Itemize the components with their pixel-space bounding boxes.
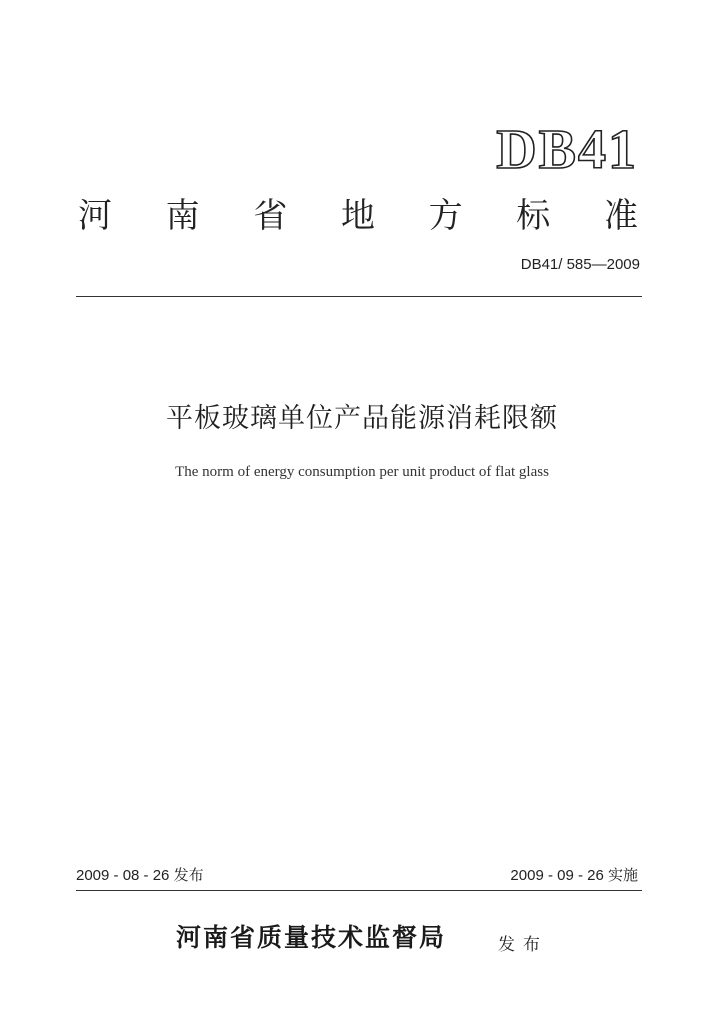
standard-type-char: 方 bbox=[428, 196, 463, 236]
issue-date: 2009 - 08 - 26 发布 bbox=[76, 867, 204, 884]
standard-type-char: 南 bbox=[165, 196, 200, 236]
implementation-date: 2009 - 09 - 26 实施 bbox=[510, 867, 638, 884]
standard-type-char: 河 bbox=[78, 196, 112, 236]
document-title-english: The norm of energy consumption per unit product of flat glass bbox=[175, 464, 549, 480]
standard-type-char: 省 bbox=[253, 196, 288, 236]
publisher-name: 河南省质量技术监督局 bbox=[176, 923, 447, 952]
footer-divider bbox=[76, 890, 642, 891]
standard-number: DB41/ 585—2009 bbox=[520, 256, 640, 273]
standard-type-char: 准 bbox=[603, 196, 638, 236]
header-divider bbox=[76, 296, 642, 297]
standard-type-heading bbox=[78, 196, 638, 236]
standard-code-logo: DB41 bbox=[496, 119, 638, 181]
document-title-chinese: 平板玻璃单位产品能源消耗限额 bbox=[166, 403, 558, 434]
standard-type-char: 标 bbox=[516, 196, 551, 236]
standard-type-char: 地 bbox=[340, 196, 375, 236]
publish-label: 发布 bbox=[498, 935, 548, 955]
